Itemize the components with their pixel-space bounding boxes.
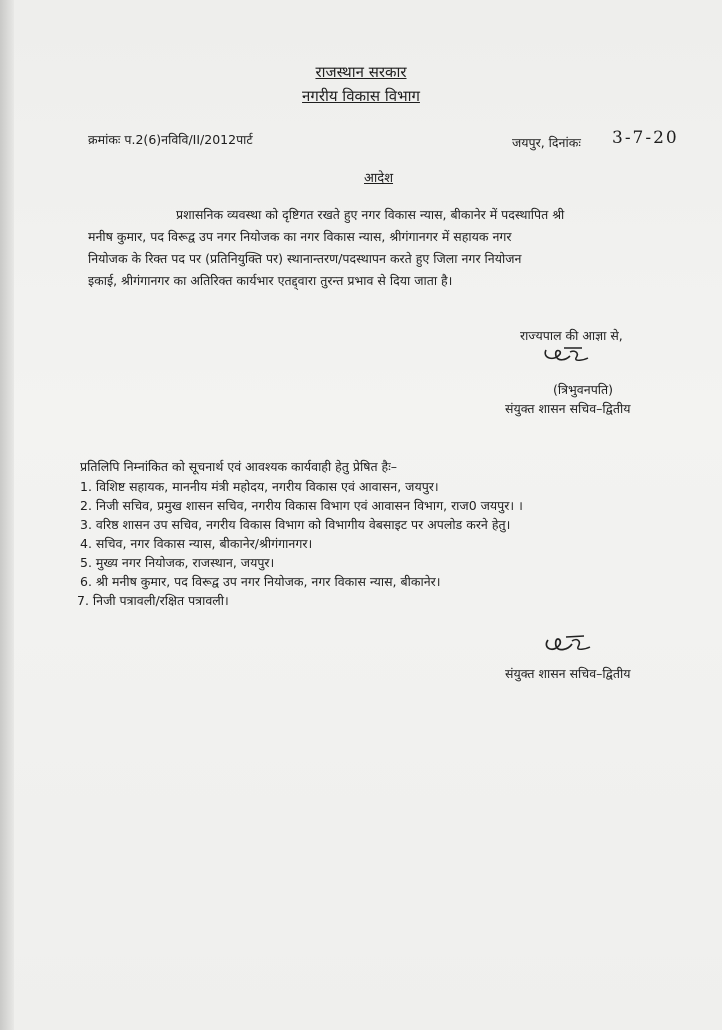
scan-edge-shadow [0, 0, 14, 1030]
body-line-1: प्रशासनिक व्यवस्था को दृष्टिगत रखते हुए नगर विकास न्यास, बीकानेर में पदस्थापित श्री [176, 207, 565, 222]
copy-intro: प्रतिलिपि निम्नांकित को सूचनार्थ एवं आवश्यक कार्यवाही हेतु प्रेषित हैः– [80, 459, 397, 474]
handwritten-date: 3-7-20 [612, 128, 679, 148]
copy-list-item: 5. मुख्य नगर नियोजक, राजस्थान, जयपुर। [80, 555, 275, 570]
place-date-label: जयपुर, दिनांकः [512, 135, 581, 150]
header-department [0, 86, 722, 106]
signatory-designation-2: संयुक्त शासन सचिव–द्वितीय [505, 666, 631, 681]
signatory-name: (त्रिभुवनपति) [553, 382, 614, 397]
signature-1 [540, 340, 610, 370]
header-government [0, 62, 722, 82]
copy-list-item: 3. वरिष्ठ शासन उप सचिव, नगरीय विकास विभाग को विभागीय वेबसाइट पर अपलोड करने हेतु। [80, 517, 511, 532]
body-line-3: नियोजक के रिक्त पद पर (प्रतिनियुक्ति पर) स्थानान्तरण/पदस्थापन करते हुए जिला नगर नियोजन [88, 251, 522, 266]
copy-list-item: 2. निजी सचिव, प्रमुख शासन सचिव, नगरीय विकास विभाग एवं आवासन विभाग, राज0 जयपुर। । [80, 498, 523, 513]
header-line-1: राजस्थान सरकार [315, 63, 407, 81]
body-line-4: इकाई, श्रीगंगानगर का अतिरिक्त कार्यभार एतद्द्वारा तुरन्त प्रभाव से दिया जाता है। [88, 273, 453, 288]
order-title: आदेश [364, 171, 394, 186]
copy-list-item: 1. विशिष्ट सहायक, माननीय मंत्री महोदय, नगरीय विकास एवं आवासन, जयपुर। [80, 479, 439, 494]
header-line-2: नगरीय विकास विभाग [302, 87, 420, 105]
order-number: क्रमांकः प.2(6)नविवि/II/2012पार्ट [88, 132, 253, 147]
copy-list-item: 6. श्री मनीष कुमार, पद विरूद्व उप नगर नियोजक, नगर विकास न्यास, बीकानेर। [80, 574, 441, 589]
governor-order-line: राज्यपाल की आज्ञा से, [520, 328, 623, 343]
body-line-2: मनीष कुमार, पद विरूद्व उप नगर नियोजक का नगर विकास न्यास, श्रीगंगानगर में सहायक नगर [88, 229, 512, 244]
copy-list-item: 7. निजी पत्रावली/रक्षित पत्रावली। [77, 593, 229, 608]
signatory-designation-1: संयुक्त शासन सचिव–द्वितीय [505, 401, 631, 416]
copy-list-item: 4. सचिव, नगर विकास न्यास, बीकानेर/श्रीगंगानगर। [80, 536, 313, 551]
signature-2 [540, 628, 610, 660]
